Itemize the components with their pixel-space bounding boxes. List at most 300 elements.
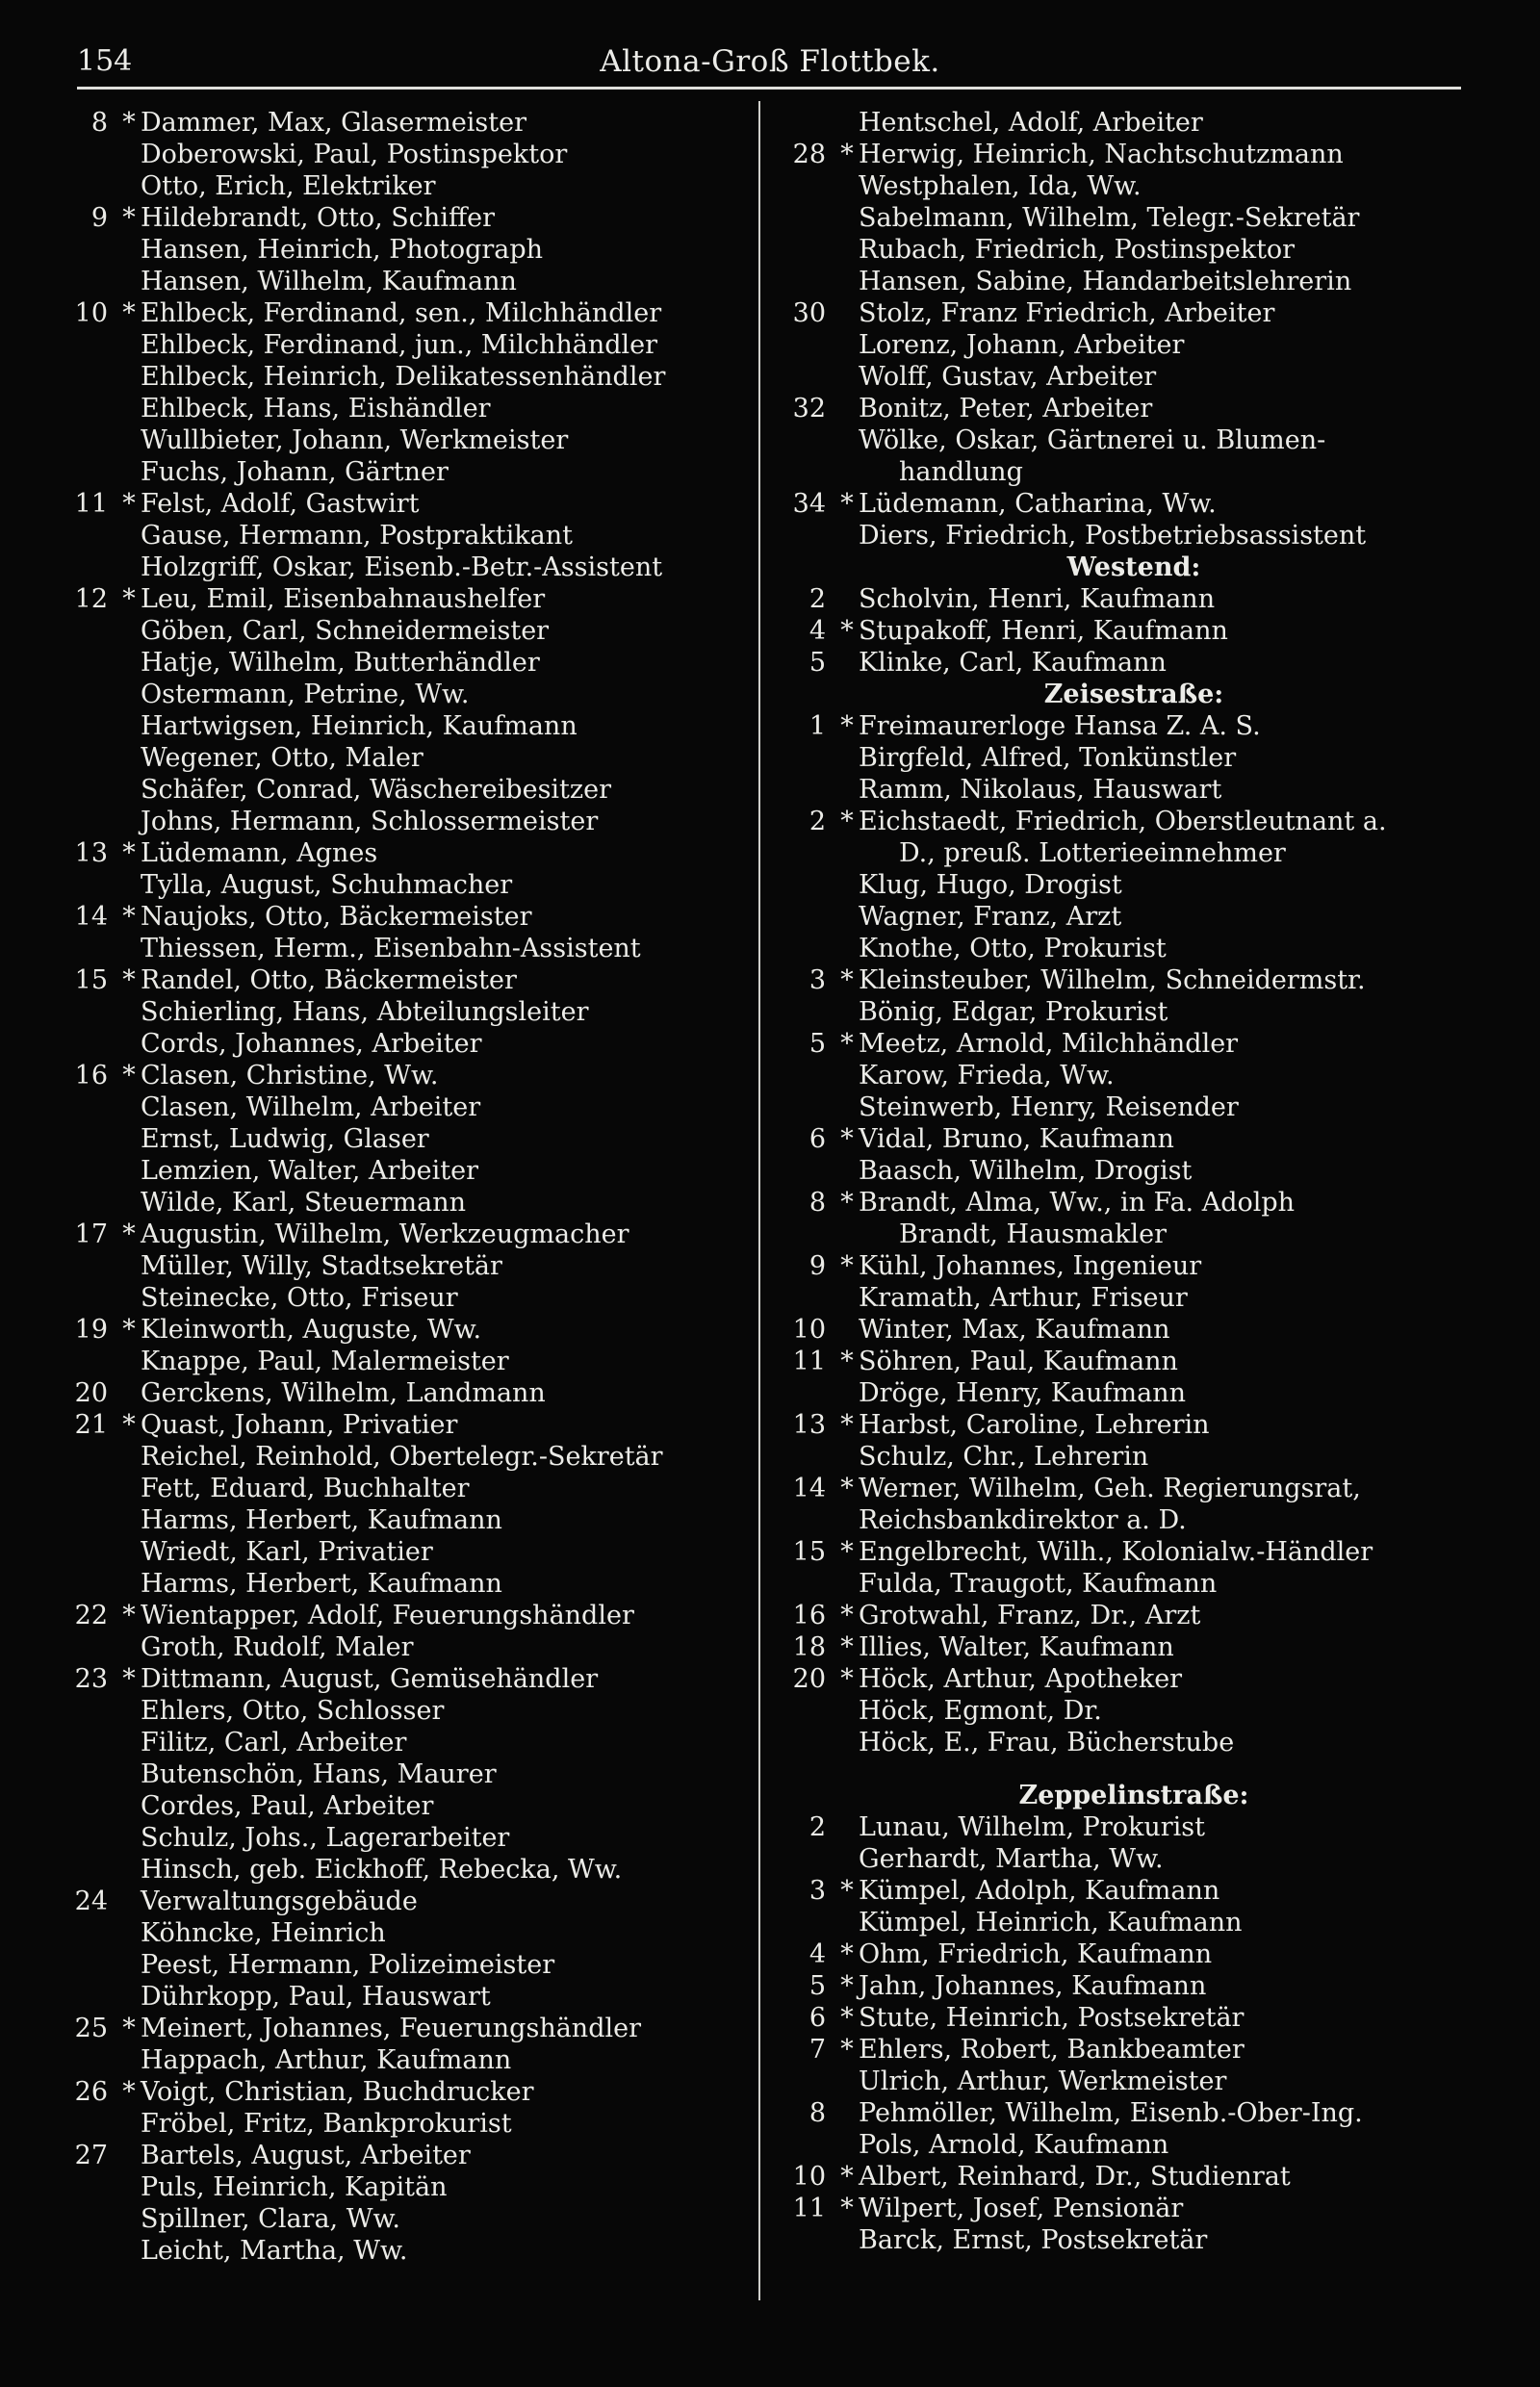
column-divider: [758, 101, 760, 2300]
owner-asterisk-icon: *: [840, 2003, 854, 2033]
directory-entry: [60, 583, 745, 615]
house-number: 28: [792, 140, 826, 169]
owner-asterisk-icon: *: [840, 489, 854, 519]
resident-text: Westphalen, Ida, Ww.: [859, 171, 1142, 201]
owner-asterisk-icon: *: [122, 902, 136, 932]
resident-text: Dammer, Max, Glasermeister: [141, 108, 527, 138]
directory-entry: [778, 2193, 1490, 2224]
directory-entry: [778, 170, 1490, 202]
house-number: 12: [74, 584, 108, 614]
directory-entry: [60, 488, 745, 520]
house-number: 16: [792, 1601, 826, 1630]
directory-entry: [778, 2224, 1490, 2256]
entry-continuation: D., preuß. Lotterieeinnehmer: [899, 838, 1286, 868]
resident-text: Meinert, Johannes, Feuerungshändler: [141, 2014, 642, 2043]
house-number: 5: [808, 1971, 826, 2001]
owner-asterisk-icon: *: [122, 838, 136, 868]
entry-continuation: Brandt, Hausmakler: [899, 1219, 1168, 1249]
house-number: 26: [74, 2077, 108, 2107]
resident-text: Fett, Eduard, Buchhalter: [141, 1474, 470, 1503]
owner-asterisk-icon: *: [840, 1347, 854, 1376]
resident-text: Hansen, Sabine, Handarbeitslehrerin: [859, 267, 1352, 296]
resident-text: Höck, Egmont, Dr.: [859, 1696, 1102, 1726]
resident-text: Ramm, Nikolaus, Hauswart: [859, 775, 1222, 805]
directory-entry: [778, 1536, 1490, 1568]
resident-text: Ernst, Ludwig, Glaser: [141, 1124, 429, 1154]
resident-text: Wullbieter, Johann, Werkmeister: [141, 425, 569, 455]
directory-entry: [778, 1875, 1490, 1907]
house-number: 15: [792, 1537, 826, 1567]
resident-text: Wegener, Otto, Maler: [141, 743, 424, 773]
resident-text: Göben, Carl, Schneidermeister: [141, 616, 550, 646]
owner-asterisk-icon: *: [122, 108, 136, 138]
directory-entry: [60, 1314, 745, 1346]
resident-text: Kühl, Johannes, Ingenieur: [859, 1251, 1202, 1281]
directory-entry: [60, 1695, 745, 1727]
left-column: [60, 107, 745, 2267]
resident-text: Pehmöller, Wilhelm, Eisenb.-Ober-Ing.: [859, 2098, 1363, 2128]
house-number: 10: [74, 298, 108, 328]
resident-text: Hartwigsen, Heinrich, Kaufmann: [141, 711, 578, 741]
directory-entry: [60, 1250, 745, 1282]
directory-entry: [778, 1843, 1490, 1875]
resident-text: Harms, Herbert, Kaufmann: [141, 1505, 502, 1535]
resident-text: Cordes, Paul, Arbeiter: [141, 1791, 434, 1821]
directory-entry: [778, 1250, 1490, 1282]
resident-text: Otto, Erich, Elektriker: [141, 171, 436, 201]
resident-text: Clasen, Christine, Ww.: [141, 1061, 439, 1091]
resident-text: Lüdemann, Catharina, Ww.: [859, 489, 1217, 519]
house-number: 10: [792, 2162, 826, 2192]
owner-asterisk-icon: *: [122, 1315, 136, 1345]
directory-entry: [60, 139, 745, 170]
directory-entry: [60, 869, 745, 901]
street-heading: Westend:: [1066, 552, 1201, 582]
section-spacer: [778, 1758, 1490, 1780]
resident-text: Schulz, Chr., Lehrerin: [859, 1442, 1149, 1472]
directory-entry: [778, 1346, 1490, 1377]
house-number: 24: [74, 1886, 108, 1916]
owner-asterisk-icon: *: [840, 807, 854, 836]
resident-text: Lorenz, Johann, Arbeiter: [859, 330, 1185, 360]
directory-entry: [778, 266, 1490, 297]
directory-entry: [60, 1886, 745, 1917]
owner-asterisk-icon: *: [122, 584, 136, 614]
directory-entry: [778, 139, 1490, 170]
resident-text: Bartels, August, Arbeiter: [141, 2141, 471, 2170]
house-number: 6: [808, 2003, 826, 2033]
directory-entry: [778, 2034, 1490, 2066]
resident-text: Harbst, Caroline, Lehrerin: [859, 1410, 1210, 1440]
directory-entry: [60, 2171, 745, 2203]
house-number: 8: [808, 2098, 826, 2128]
directory-entry: [60, 615, 745, 647]
directory-entry: [60, 1155, 745, 1187]
house-number: 8: [90, 108, 108, 138]
resident-text: Ostermann, Petrine, Ww.: [141, 680, 470, 709]
directory-entry: [60, 1377, 745, 1409]
house-number: 2: [808, 584, 826, 614]
owner-asterisk-icon: *: [840, 1939, 854, 1969]
directory-entry: [60, 1504, 745, 1536]
house-number: 23: [74, 1664, 108, 1694]
owner-asterisk-icon: *: [122, 203, 136, 233]
house-number: 11: [792, 1347, 826, 1376]
resident-text: Wölke, Oskar, Gärtnerei u. Blumen-: [859, 425, 1326, 455]
owner-asterisk-icon: *: [122, 1664, 136, 1694]
directory-entry: [60, 1727, 745, 1758]
directory-entry: [60, 996, 745, 1028]
directory-entry: [778, 329, 1490, 361]
resident-text: Cords, Johannes, Arbeiter: [141, 1029, 482, 1059]
directory-entry: [60, 297, 745, 329]
page-number: 154: [77, 44, 133, 78]
directory-entry: [778, 234, 1490, 266]
resident-text: Hentschel, Adolf, Arbeiter: [859, 108, 1203, 138]
resident-text: Reichel, Reinhold, Obertelegr.-Sekretär: [141, 1442, 663, 1472]
owner-asterisk-icon: *: [840, 2194, 854, 2223]
directory-entry: [778, 424, 1490, 456]
resident-text: Gerckens, Wilhelm, Landmann: [141, 1378, 546, 1408]
owner-asterisk-icon: *: [122, 1219, 136, 1249]
directory-entry: [60, 1568, 745, 1600]
house-number: 9: [808, 1251, 826, 1281]
resident-text: Ehlbeck, Ferdinand, sen., Milchhändler: [141, 298, 662, 328]
directory-entry: [778, 1568, 1490, 1600]
directory-entry: [778, 1504, 1490, 1536]
resident-text: Pols, Arnold, Kaufmann: [859, 2130, 1169, 2160]
resident-text: Ehlers, Robert, Bankbeamter: [859, 2035, 1245, 2065]
directory-entry: [60, 1631, 745, 1663]
resident-text: Hinsch, geb. Eickhoff, Rebecka, Ww.: [141, 1855, 623, 1885]
directory-entry: [778, 1727, 1490, 1758]
directory-entry: [778, 996, 1490, 1028]
directory-entry: [60, 2108, 745, 2140]
directory-entry: [778, 2097, 1490, 2129]
directory-entry: [778, 1282, 1490, 1314]
resident-text: Felst, Adolf, Gastwirt: [141, 489, 420, 519]
owner-asterisk-icon: *: [122, 1601, 136, 1630]
house-number: 4: [808, 616, 826, 646]
directory-entry: [60, 1600, 745, 1631]
resident-text: Gause, Hermann, Postpraktikant: [141, 521, 573, 551]
directory-entry: [60, 1409, 745, 1441]
owner-asterisk-icon: *: [840, 2162, 854, 2192]
owner-asterisk-icon: *: [840, 965, 854, 995]
house-number: 16: [74, 1061, 108, 1091]
owner-asterisk-icon: *: [840, 711, 854, 741]
resident-text: Spillner, Clara, Ww.: [141, 2204, 400, 2234]
resident-text: Wilde, Karl, Steuermann: [141, 1188, 467, 1218]
directory-entry: [60, 1854, 745, 1886]
resident-text: Illies, Walter, Kaufmann: [859, 1632, 1174, 1662]
directory-entry: [60, 2140, 745, 2171]
resident-text: Tylla, August, Schuhmacher: [141, 870, 513, 900]
directory-entry: [60, 552, 745, 583]
resident-text: Johns, Hermann, Schlossermeister: [141, 807, 599, 836]
directory-entry: [60, 2203, 745, 2235]
directory-entry: [778, 1441, 1490, 1473]
resident-text: Ehlbeck, Hans, Eishändler: [141, 394, 491, 424]
house-number: 22: [74, 1601, 108, 1630]
resident-text: Sabelmann, Wilhelm, Telegr.-Sekretär: [859, 203, 1360, 233]
directory-entry: [60, 774, 745, 806]
directory-entry: [778, 1060, 1490, 1091]
directory-entry: [60, 1028, 745, 1060]
resident-text: Schäfer, Conrad, Wäschereibesitzer: [141, 775, 612, 805]
directory-entry: [778, 1091, 1490, 1123]
resident-text: Bonitz, Peter, Arbeiter: [859, 394, 1153, 424]
directory-entry: [778, 1938, 1490, 1970]
house-number: 27: [74, 2141, 108, 2170]
directory-entry: [60, 1441, 745, 1473]
right-column: [778, 107, 1490, 2256]
resident-text: Lunau, Wilhelm, Prokurist: [859, 1812, 1206, 1842]
resident-text: Wilpert, Josef, Pensionär: [859, 2194, 1184, 2223]
house-number: 8: [808, 1188, 826, 1218]
directory-entry: [60, 679, 745, 710]
owner-asterisk-icon: *: [840, 1474, 854, 1503]
directory-entry: [778, 647, 1490, 679]
directory-entry: [778, 1600, 1490, 1631]
resident-text: Naujoks, Otto, Bäckermeister: [141, 902, 532, 932]
house-number: 4: [808, 1939, 826, 1969]
resident-text: Stolz, Franz Friedrich, Arbeiter: [859, 298, 1275, 328]
directory-entry: [778, 2066, 1490, 2097]
directory-entry: [778, 1219, 1490, 1250]
directory-entry: [778, 774, 1490, 806]
directory-entry: [778, 933, 1490, 964]
resident-text: Holzgriff, Oskar, Eisenb.-Betr.-Assistent: [141, 552, 663, 582]
resident-text: Knappe, Paul, Malermeister: [141, 1347, 509, 1376]
owner-asterisk-icon: *: [840, 1188, 854, 1218]
resident-text: Butenschön, Hans, Maurer: [141, 1759, 497, 1789]
resident-text: Freimaurerloge Hansa Z. A. S.: [859, 711, 1261, 741]
directory-entry: [60, 1060, 745, 1091]
resident-text: Klinke, Carl, Kaufmann: [859, 648, 1167, 678]
directory-entry: [778, 520, 1490, 552]
directory-entry: [778, 1811, 1490, 1843]
resident-text: Lüdemann, Agnes: [141, 838, 378, 868]
resident-text: Werner, Wilhelm, Geh. Regierungsrat,: [859, 1474, 1361, 1503]
owner-asterisk-icon: *: [122, 965, 136, 995]
resident-text: Eichstaedt, Friedrich, Oberstleutnant a.: [859, 807, 1387, 836]
resident-text: Ehlers, Otto, Schlosser: [141, 1696, 445, 1726]
resident-text: Kleinworth, Auguste, Ww.: [141, 1315, 482, 1345]
directory-entry: [778, 1907, 1490, 1938]
owner-asterisk-icon: *: [840, 1664, 854, 1694]
resident-text: Fulda, Traugott, Kaufmann: [859, 1569, 1218, 1599]
header-rule: [77, 87, 1461, 90]
directory-entry: [778, 202, 1490, 234]
resident-text: Grotwahl, Franz, Dr., Arzt: [859, 1601, 1201, 1630]
resident-text: Hatje, Wilhelm, Butterhändler: [141, 648, 540, 678]
directory-entry: [60, 933, 745, 964]
directory-entry: [778, 1187, 1490, 1219]
street-heading: Zeppelinstraße:: [1018, 1781, 1249, 1810]
owner-asterisk-icon: *: [122, 2014, 136, 2043]
resident-text: Schulz, Johs., Lagerarbeiter: [141, 1823, 510, 1853]
house-number: 3: [808, 1876, 826, 1906]
directory-entry: [60, 456, 745, 488]
directory-entry: [778, 1473, 1490, 1504]
resident-text: Voigt, Christian, Buchdrucker: [141, 2077, 534, 2107]
resident-text: Karow, Frieda, Ww.: [859, 1061, 1115, 1091]
directory-entry: [60, 1091, 745, 1123]
resident-text: Knothe, Otto, Prokurist: [859, 934, 1167, 963]
resident-text: Reichsbankdirektor a. D.: [859, 1505, 1187, 1535]
directory-entry: [60, 1917, 745, 1949]
resident-text: Verwaltungsgebäude: [141, 1886, 418, 1916]
resident-text: Engelbrecht, Wilh., Kolonialw.-Händler: [859, 1537, 1373, 1567]
house-number: 25: [74, 2014, 108, 2043]
resident-text: Steinwerb, Henry, Reisender: [859, 1092, 1239, 1122]
house-number: 13: [792, 1410, 826, 1440]
resident-text: Herwig, Heinrich, Nachtschutzmann: [859, 140, 1344, 169]
resident-text: Stute, Heinrich, Postsekretär: [859, 2003, 1245, 2033]
house-number: 9: [90, 203, 108, 233]
directory-entry: [778, 1123, 1490, 1155]
resident-text: Scholvin, Henri, Kaufmann: [859, 584, 1216, 614]
directory-entry: [60, 901, 745, 933]
directory-entry: [60, 964, 745, 996]
resident-text: Kümpel, Adolph, Kaufmann: [859, 1876, 1220, 1906]
resident-text: Dittmann, August, Gemüsehändler: [141, 1664, 599, 1694]
resident-text: Leicht, Martha, Ww.: [141, 2236, 408, 2266]
street-heading: Zeisestraße:: [1043, 680, 1224, 709]
resident-text: Wolff, Gustav, Arbeiter: [859, 362, 1157, 392]
directory-entry: [778, 1663, 1490, 1695]
resident-text: Doberowski, Paul, Postinspektor: [141, 140, 568, 169]
directory-entry: [60, 1346, 745, 1377]
directory-entry: [60, 202, 745, 234]
directory-entry: [60, 2013, 745, 2044]
resident-text: Meetz, Arnold, Milchhändler: [859, 1029, 1239, 1059]
resident-text: Rubach, Friedrich, Postinspektor: [859, 235, 1296, 265]
entry-continuation: handlung: [899, 457, 1023, 487]
directory-entry: [778, 869, 1490, 901]
resident-text: Ehlbeck, Heinrich, Delikatessenhändler: [141, 362, 666, 392]
directory-entry: [778, 361, 1490, 393]
directory-entry: [60, 329, 745, 361]
resident-text: Augustin, Wilhelm, Werkzeugmacher: [141, 1219, 629, 1249]
resident-text: Randel, Otto, Bäckermeister: [141, 965, 517, 995]
directory-entry: [60, 710, 745, 742]
resident-text: Ehlbeck, Ferdinand, jun., Milchhändler: [141, 330, 658, 360]
resident-text: Groth, Rudolf, Maler: [141, 1632, 414, 1662]
directory-entry: [778, 1314, 1490, 1346]
resident-text: Birgfeld, Alfred, Tonkünstler: [859, 743, 1237, 773]
directory-entry: [778, 901, 1490, 933]
resident-text: Ohm, Friedrich, Kaufmann: [859, 1939, 1213, 1969]
directory-entry: [778, 1028, 1490, 1060]
directory-entry: [60, 1282, 745, 1314]
resident-text: Happach, Arthur, Kaufmann: [141, 2045, 512, 2075]
directory-entry: [778, 1155, 1490, 1187]
resident-text: Harms, Herbert, Kaufmann: [141, 1569, 502, 1599]
owner-asterisk-icon: *: [122, 1061, 136, 1091]
resident-text: Wriedt, Karl, Privatier: [141, 1537, 433, 1567]
directory-entry: [60, 1536, 745, 1568]
house-number: 2: [808, 807, 826, 836]
directory-entry: [60, 742, 745, 774]
directory-entry: [60, 1219, 745, 1250]
directory-entry: [778, 2002, 1490, 2034]
resident-text: Lemzien, Walter, Arbeiter: [141, 1156, 479, 1186]
directory-entry: [60, 1187, 745, 1219]
running-title: Altona-Groß Flottbek.: [600, 44, 940, 79]
resident-text: Hansen, Heinrich, Photograph: [141, 235, 544, 265]
directory-entry: [778, 1695, 1490, 1727]
owner-asterisk-icon: *: [840, 616, 854, 646]
resident-text: Kleinsteuber, Wilhelm, Schneidermstr.: [859, 965, 1366, 995]
owner-asterisk-icon: *: [840, 1876, 854, 1906]
resident-text: Höck, E., Frau, Bücherstube: [859, 1728, 1235, 1758]
house-number: 19: [74, 1315, 108, 1345]
house-number: 20: [792, 1664, 826, 1694]
resident-text: Leu, Emil, Eisenbahnaushelfer: [141, 584, 546, 614]
directory-entry: [778, 806, 1490, 837]
resident-text: Kramath, Arthur, Friseur: [859, 1283, 1188, 1313]
directory-entry: [778, 615, 1490, 647]
directory-entry: [778, 1970, 1490, 2002]
resident-text: Barck, Ernst, Postsekretär: [859, 2225, 1208, 2255]
directory-entry: [60, 647, 745, 679]
directory-entry: [60, 2235, 745, 2267]
resident-text: Clasen, Wilhelm, Arbeiter: [141, 1092, 481, 1122]
house-number: 34: [792, 489, 826, 519]
resident-text: Kümpel, Heinrich, Kaufmann: [859, 1908, 1243, 1938]
directory-entry: [778, 583, 1490, 615]
house-number: 18: [792, 1632, 826, 1662]
house-number: 21: [74, 1410, 108, 1440]
resident-text: Dröge, Henry, Kaufmann: [859, 1378, 1187, 1408]
house-number: 1: [808, 711, 826, 741]
directory-entry: [60, 520, 745, 552]
resident-text: Söhren, Paul, Kaufmann: [859, 1347, 1178, 1376]
directory-entry: [778, 1409, 1490, 1441]
directory-entry: [778, 393, 1490, 424]
directory-entry: [778, 2161, 1490, 2193]
house-number: 3: [808, 965, 826, 995]
resident-text: Steinecke, Otto, Friseur: [141, 1283, 458, 1313]
directory-entry: [60, 1663, 745, 1695]
house-number: 5: [808, 648, 826, 678]
owner-asterisk-icon: *: [840, 140, 854, 169]
directory-entry: [778, 2129, 1490, 2161]
resident-text: Wientapper, Adolf, Feuerungshändler: [141, 1601, 634, 1630]
house-number: 15: [74, 965, 108, 995]
resident-text: Baasch, Wilhelm, Drogist: [859, 1156, 1193, 1186]
resident-text: Müller, Willy, Stadtsekretär: [141, 1251, 502, 1281]
resident-text: Winter, Max, Kaufmann: [859, 1315, 1170, 1345]
resident-text: Quast, Johann, Privatier: [141, 1410, 458, 1440]
house-number: 6: [808, 1124, 826, 1154]
resident-text: Wagner, Franz, Arzt: [859, 902, 1122, 932]
house-number: 14: [74, 902, 108, 932]
directory-entry: [60, 2076, 745, 2108]
directory-entry: [60, 1758, 745, 1790]
page-header: [77, 44, 1463, 87]
resident-text: Diers, Friedrich, Postbetriebsassistent: [859, 521, 1367, 551]
house-number: 17: [74, 1219, 108, 1249]
directory-entry: [60, 806, 745, 837]
resident-text: Filitz, Carl, Arbeiter: [141, 1728, 407, 1758]
owner-asterisk-icon: *: [122, 1410, 136, 1440]
owner-asterisk-icon: *: [840, 1537, 854, 1567]
directory-entry: [60, 1949, 745, 1981]
owner-asterisk-icon: *: [840, 1251, 854, 1281]
